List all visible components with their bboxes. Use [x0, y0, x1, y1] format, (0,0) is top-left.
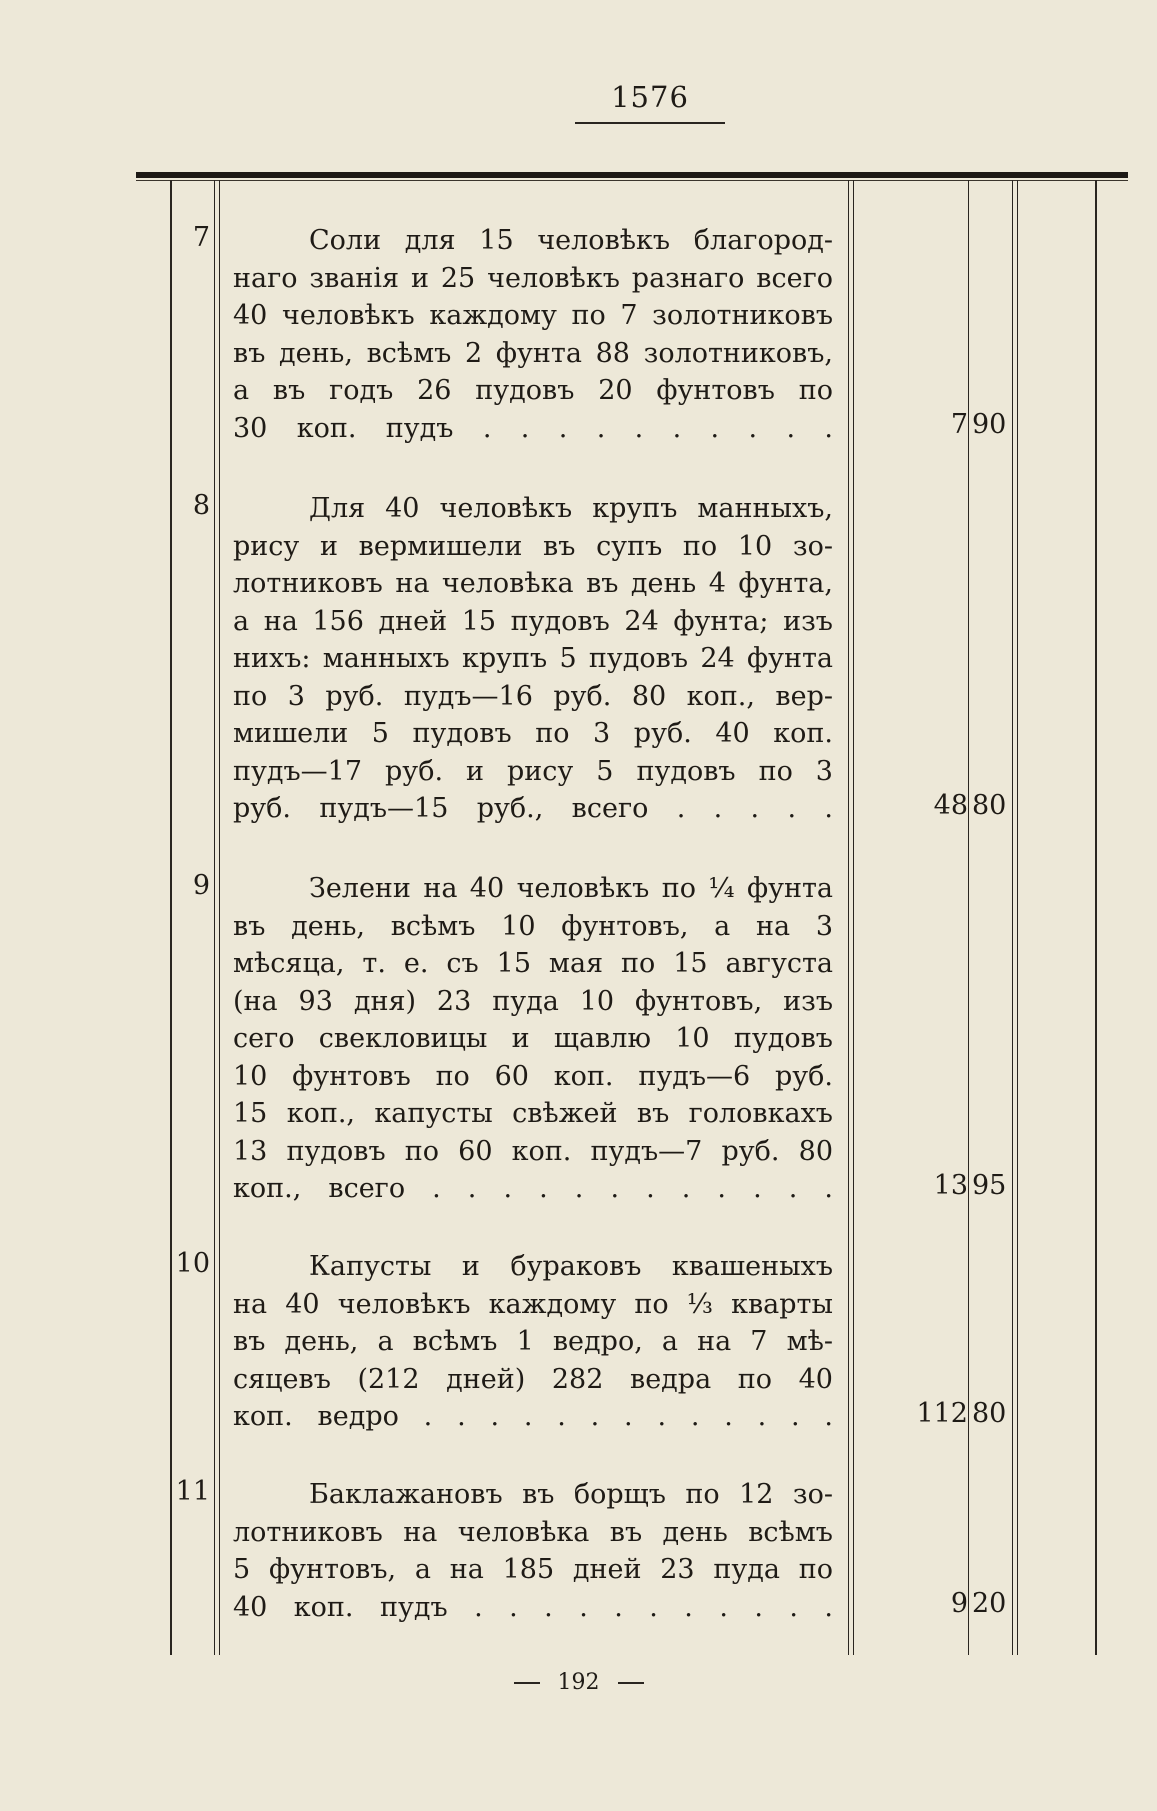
column-rule-text: [848, 180, 849, 1655]
page-number-underline: [575, 122, 725, 124]
entry-number: 7: [192, 222, 210, 253]
entry-line: а въ годъ 26 пудовъ 20 фунтовъ по: [233, 375, 833, 406]
entry-line: Для 40 человѣкъ крупъ манныхъ,: [309, 493, 833, 524]
entry-line: 30 коп. пудъ . . . . . . . . . .: [233, 412, 833, 444]
amount-kopecks: 95: [972, 1170, 1007, 1201]
column-rule-rub: [968, 180, 969, 1655]
entry-line: 40 коп. пудъ . . . . . . . . . . .: [233, 1591, 833, 1623]
entry-line: въ день, всѣмъ 2 фунта 88 золотниковъ,: [233, 337, 833, 369]
entry-number: 8: [192, 490, 210, 521]
entry-line: 40 человѣкъ каждому по 7 золотниковъ: [233, 300, 833, 331]
entry-line: коп., всего . . . . . . . . . . . .: [233, 1173, 833, 1204]
entry-line: Соли для 15 человѣкъ благород-: [309, 225, 833, 256]
entry-line: 15 коп., капусты свѣжей въ головкахъ: [233, 1098, 833, 1129]
entry-line: лотниковъ на человѣка въ день 4 фунта,: [233, 568, 833, 599]
amount-kopecks: 80: [972, 790, 1007, 821]
amount-rubles: 13: [933, 1170, 968, 1201]
entry-line: въ день, а всѣмъ 1 ведро, а на 7 мѣ-: [233, 1326, 833, 1357]
entry-text: [233, 1248, 833, 1436]
page-footer: [0, 1670, 1157, 1695]
entry-text: [233, 1476, 833, 1626]
entry-line: Баклажановъ въ борщъ по 12 зо-: [309, 1479, 833, 1510]
amount-kopecks: 90: [972, 409, 1007, 440]
table-top-rule: [136, 172, 1128, 178]
column-rule-left: [170, 180, 172, 1655]
entry-line: 10 фунтовъ по 60 коп. пудъ—6 руб.: [233, 1060, 833, 1092]
column-rule-num-2: [219, 180, 220, 1655]
entry-line: 13 пудовъ по 60 коп. пудъ—7 руб. 80: [233, 1135, 833, 1167]
entry-line: на 40 человѣкъ каждому по ⅓ кварты: [233, 1288, 833, 1320]
amount-rubles: 48: [933, 790, 968, 821]
amount-kopecks: 80: [972, 1398, 1007, 1429]
entry-line: Зелени на 40 человѣкъ по ¼ фунта: [309, 873, 833, 904]
entry-line: коп. ведро . . . . . . . . . . . . .: [233, 1401, 833, 1432]
entry-line: пудъ—17 руб. и рису 5 пудовъ по 3: [233, 755, 833, 787]
column-rule-text-2: [853, 180, 854, 1655]
entry-line: мѣсяца, т. е. съ 15 мая по 15 августа: [233, 948, 833, 979]
amount-rubles: 7: [950, 409, 968, 440]
entry-line: нихъ: манныхъ крупъ 5 пудовъ 24 фунта: [233, 643, 833, 674]
entry-line: мишели 5 пудовъ по 3 руб. 40 коп.: [233, 718, 833, 749]
entry-line: а на 156 дней 15 пудовъ 24 фунта; изъ: [233, 605, 833, 637]
entry-line: руб. пудъ—15 руб., всего . . . . .: [233, 793, 833, 824]
amount-kopecks: 20: [972, 1588, 1007, 1619]
footer-dash-right: [618, 1682, 644, 1684]
footer-dash-left: [514, 1682, 540, 1684]
entry-line: сего свекловицы и щавлю 10 пудовъ: [233, 1023, 833, 1054]
column-rule-right: [1095, 180, 1097, 1655]
entry-line: 5 фунтовъ, а на 185 дней 23 пуда по: [233, 1554, 833, 1585]
entry-number: 10: [175, 1248, 210, 1279]
entry-line: сяцевъ (212 дней) 282 ведра по 40: [233, 1363, 833, 1395]
entry-text: [233, 490, 833, 828]
entry-line: (на 93 дня) 23 пуда 10 фунтовъ, изъ: [233, 985, 833, 1017]
entry-number: 11: [175, 1476, 210, 1507]
table-top-rule-thin: [136, 180, 1128, 181]
entry-text: [233, 222, 833, 447]
entry-number: 9: [192, 870, 210, 901]
entry-line: наго званія и 25 человѣкъ разнаго всего: [233, 262, 833, 294]
amount-rubles: 9: [950, 1588, 968, 1619]
page-number: 1576: [611, 80, 689, 114]
column-rule-kop: [1012, 180, 1013, 1655]
entry-line: лотниковъ на человѣка въ день всѣмъ: [233, 1516, 833, 1548]
column-rule-num: [214, 180, 215, 1655]
entry-text: [233, 870, 833, 1208]
sheet-number: 192: [557, 1670, 600, 1695]
amount-rubles: 112: [916, 1398, 968, 1429]
entry-line: въ день, всѣмъ 10 фунтовъ, а на 3: [233, 910, 833, 942]
entry-line: рису и вермишели въ супъ по 10 зо-: [233, 530, 833, 562]
entry-line: по 3 руб. пудъ—16 руб. 80 коп., вер-: [233, 680, 833, 712]
column-rule-kop-2: [1017, 180, 1018, 1655]
entry-line: Капусты и бураковъ квашеныхъ: [309, 1251, 833, 1282]
